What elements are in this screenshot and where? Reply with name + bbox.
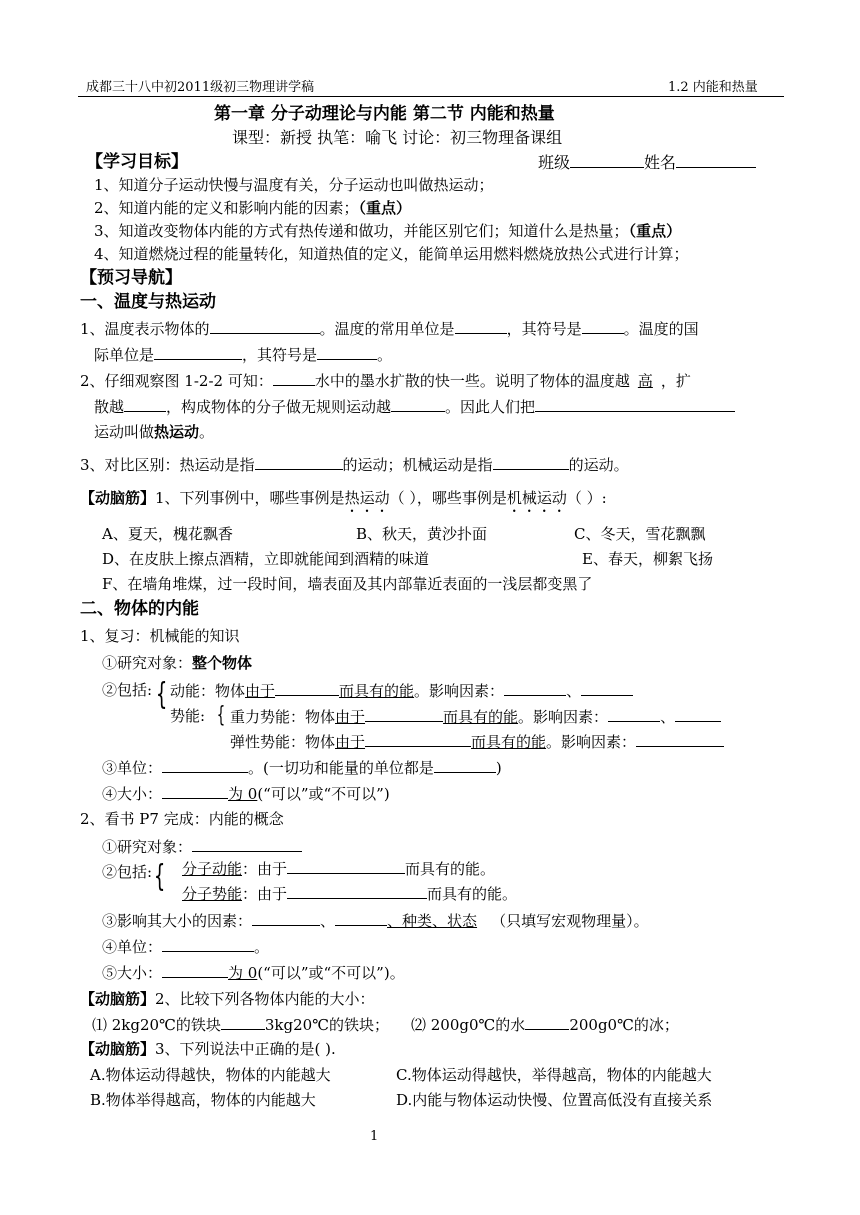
blank — [636, 731, 724, 747]
brain1-option-e: E、春天，柳絮飞扬 — [582, 550, 713, 568]
section-2-title: 二、物体的内能 — [80, 599, 199, 619]
objective-3: 3、知道改变物体内能的方式有热传递和做功，并能区别它们；知道什么是热量；（重点） — [94, 222, 682, 240]
blank — [581, 680, 633, 696]
s2-review-object: ①研究对象：整个物体 — [102, 654, 253, 672]
objective-4: 4、知道燃烧过程的能量转化，知道热值的定义，能简单运用燃料燃烧放热公式进行计算； — [94, 245, 689, 263]
page-title: 第一章 分子动理论与内能 第二节 内能和热量 — [214, 104, 555, 124]
objective-1: 1、知道分子运动快慢与温度有关，分子运动也叫做热运动； — [94, 176, 494, 194]
class-blank — [570, 152, 644, 168]
blank — [675, 706, 721, 722]
blank — [493, 454, 569, 470]
blank — [535, 396, 735, 412]
blank — [162, 962, 228, 978]
brain1-option-a: A、夏天，槐花飘香 — [102, 525, 233, 543]
blank — [525, 1014, 569, 1030]
gravity-pe-line: 重力势能：物体由于 而具有的能。影响因素： 、 — [230, 706, 721, 727]
brain2-question: 【动脑筋】2、比较下列各物体内能的大小： — [80, 990, 375, 1008]
objectives-heading: 【学习目标】 — [86, 152, 188, 172]
s2-review-include-label: ②包括: — [102, 681, 153, 699]
blank — [365, 731, 471, 747]
s2-review: 1、复习：机械能的知识 — [80, 627, 240, 645]
molecular-ke-line: 分子动能：由于 而具有的能。 — [182, 860, 496, 878]
blank — [608, 706, 660, 722]
blank — [455, 318, 507, 334]
page-number: 1 — [370, 1129, 379, 1144]
brain1-option-f: F、在墙角堆煤，过一段时间，墙表面及其内部靠近表面的一浅层都变黑了 — [102, 575, 593, 593]
section-1-title: 一、温度与热运动 — [80, 292, 216, 312]
name-label: 姓名 — [644, 153, 677, 172]
blank — [317, 344, 377, 360]
s2-review-size: ④大小： 为 0(“可以”或“不可以”) — [102, 785, 390, 803]
blank — [255, 454, 343, 470]
brain2-compare: ⑴ 2kg20℃的铁块 3kg20℃的铁块； ⑵ 200g0℃的水 200g0℃的冰； — [92, 1016, 679, 1034]
blank — [434, 757, 496, 773]
s1-q2-line1: 2、仔细观察图 1-2-2 可知： 水中的墨水扩散的快一些。说明了物体的温度越 高 ，扩 — [80, 372, 691, 390]
s1-q2-line3: 运动叫做热运动。 — [94, 423, 215, 441]
blank — [504, 680, 566, 696]
s2-ie-factors: ③影响其大小的因素： 、 、种类、状态 （只填写宏观物理量）。 — [102, 912, 649, 930]
s1-q1-line1: 1、温度表示物体的 。温度的常用单位是 ，其符号是 。温度的国 — [80, 320, 699, 338]
header-left: 成都三十八中初2011级初三物理讲学稿 — [86, 80, 315, 95]
potential-energy-label: 势能: — [170, 707, 206, 725]
objective-2: 2、知道内能的定义和影响内能的因素；（重点） — [94, 199, 412, 217]
blank — [335, 910, 387, 926]
s1-q2-line2: 散越 ，构成物体的分子做无规则运动越 。因此人们把 — [94, 396, 735, 417]
molecular-pe-line: 分子势能：由于 而具有的能。 — [182, 885, 518, 903]
brain3-option-a: A.物体运动得越快，物体的内能越大 — [90, 1066, 331, 1084]
blank — [154, 344, 242, 360]
blank — [192, 836, 302, 852]
brain3-option-d: D.内能与物体运动快慢、位置高低没有直接关系 — [396, 1091, 713, 1109]
name-blank — [676, 152, 756, 168]
page-subtitle: 课型：新授 执笔：喻飞 讨论：初三物理备课组 — [232, 128, 563, 147]
brain1-option-d: D、在皮肤上擦点酒精，立即就能闻到酒精的味道 — [102, 550, 430, 568]
class-name-line — [538, 152, 756, 173]
s2-review-unit: ③单位： 。(一切功和能量的单位都是 ) — [102, 759, 502, 777]
brace-internal: { — [153, 859, 166, 894]
brain1-option-b: B、秋天，黄沙扑面 — [356, 525, 488, 543]
blank — [287, 858, 405, 874]
s1-q3: 3、对比区别：热运动是指 的运动；机械运动是指 的运动。 — [80, 456, 629, 474]
brain3-option-b: B.物体举得越高，物体的内能越大 — [90, 1091, 316, 1109]
header-rule — [78, 96, 784, 97]
blank — [287, 883, 427, 899]
blank — [162, 783, 228, 799]
s2-internal-energy: 2、看书 P7 完成：内能的概念 — [80, 810, 284, 828]
blank — [162, 936, 254, 952]
blank — [391, 396, 445, 412]
header-right: 1.2 内能和热量 — [668, 80, 758, 95]
blank — [582, 318, 624, 334]
s1-q1-line2: 际单位是 ，其符号是 。 — [94, 346, 393, 364]
blank — [210, 318, 320, 334]
brain3-question: 【动脑筋】3、下列说法中正确的是( ). — [80, 1040, 336, 1058]
blank — [273, 370, 315, 386]
blank — [365, 706, 443, 722]
blank — [124, 396, 166, 412]
brain1-question: 【动脑筋】1、下列事例中，哪些事例是热运动（ ），哪些事例是机械运动（ ）: — [80, 489, 607, 507]
brace-potential: { — [216, 703, 226, 728]
elastic-pe-line: 弹性势能：物体由于 而具有的能。影响因素： — [230, 731, 724, 752]
blank — [162, 757, 248, 773]
s2-ie-include-label: ②包括: — [102, 863, 153, 881]
brain1-option-c: C、冬天，雪花飘飘 — [574, 525, 706, 543]
s2-ie-object: ①研究对象： — [102, 836, 302, 857]
preview-heading: 【预习导航】 — [80, 268, 182, 288]
blank — [221, 1014, 265, 1030]
brace-mechanical: { — [155, 677, 168, 712]
kinetic-energy-line: 动能：物体由于 而具有的能。影响因素： 、 — [170, 680, 633, 701]
blank — [275, 680, 339, 696]
class-label: 班级 — [538, 153, 571, 172]
blank — [252, 910, 320, 926]
brain3-option-c: C.物体运动得越快，举得越高，物体的内能越大 — [396, 1066, 712, 1084]
s2-ie-unit: ④单位： 。 — [102, 938, 270, 956]
s2-ie-size: ⑤大小： 为 0(“可以”或“不可以”)。 — [102, 964, 405, 982]
